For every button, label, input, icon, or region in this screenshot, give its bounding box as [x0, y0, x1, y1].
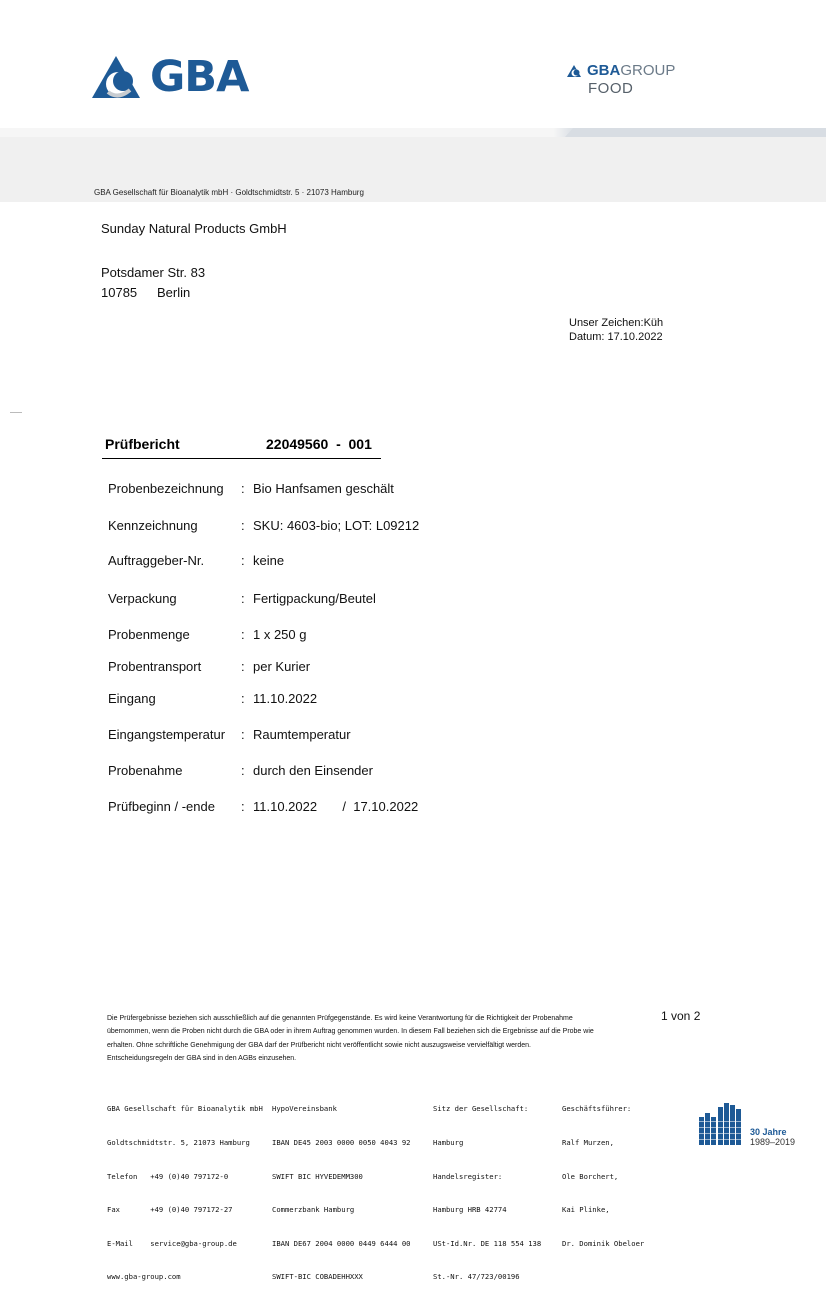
field-colon: :	[241, 591, 245, 606]
field-colon: :	[241, 659, 245, 674]
fold-mark	[10, 412, 22, 413]
field-colon: :	[241, 763, 245, 778]
footer-line: Geschäftsführer:	[562, 1104, 632, 1114]
field-value: Bio Hanfsamen geschält	[253, 481, 394, 496]
anniversary-30-icon	[698, 1103, 744, 1147]
field-value: 11.10.2022	[253, 691, 318, 706]
field-value: 1 x 250 g	[253, 627, 307, 642]
anniversary-text	[750, 1127, 795, 1147]
recipient-city: Berlin	[157, 285, 191, 300]
disclaimer	[107, 1012, 627, 1066]
recipient-company: Sunday Natural Products GmbH	[101, 221, 287, 236]
footer-line: St.-Nr. 47/723/00196	[433, 1272, 520, 1282]
field-label: Eingang	[108, 691, 156, 706]
field-value: SKU: 4603-bio; LOT: L09212	[253, 518, 420, 533]
field-colon: :	[241, 518, 245, 533]
anniversary-label: 30 Jahre	[750, 1127, 787, 1137]
header-band-accent	[565, 128, 826, 137]
footer-line: IBAN DE45 2003 0000 0050 4043 92	[272, 1138, 411, 1148]
field-colon: :	[241, 799, 245, 814]
report-number: 22049560 - 001	[266, 436, 372, 452]
field-value: keine	[253, 553, 285, 568]
footer-line: GBA Gesellschaft für Bioanalytik mbH	[107, 1104, 263, 1114]
footer-line: Sitz der Gesellschaft:	[433, 1104, 529, 1114]
page-number: 1 von 2	[661, 1009, 701, 1023]
gba-group-icon	[566, 64, 584, 78]
reference-sign: Unser Zeichen:Küh	[569, 317, 664, 329]
group-logo-part1: GBA	[587, 62, 621, 79]
field-label: Probenbezeichnung	[108, 481, 224, 496]
footer-line: Kai Plinke,	[562, 1205, 610, 1215]
footer-seat-column	[433, 1081, 541, 1294]
field-colon: :	[241, 627, 245, 642]
recipient-street: Potsdamer Str. 83	[101, 265, 206, 280]
footer-line: SWIFT-BIC COBADEHHXXX	[272, 1272, 363, 1282]
field-value: Fertigpackung/Beutel	[253, 591, 376, 606]
footer-line: USt-Id.Nr. DE 118 554 138	[433, 1238, 542, 1248]
field-label: Probenahme	[108, 763, 183, 778]
group-logo-food: FOOD	[588, 80, 634, 97]
reference-date: Datum: 17.10.2022	[569, 331, 663, 343]
footer-bank-column	[272, 1081, 410, 1294]
recipient-zip: 10785	[101, 285, 138, 300]
anniversary-years: 1989–2019	[750, 1137, 796, 1147]
field-value: durch den Einsender	[253, 763, 373, 778]
field-value: Raumtemperatur	[253, 727, 351, 742]
footer-management-column	[562, 1081, 644, 1260]
footer-line: Hamburg HRB 42774	[433, 1205, 507, 1215]
report-title: Prüfbericht	[105, 436, 180, 452]
disclaimer-line: Die Prüfergebnisse beziehen sich ausschließlich auf die genannten Prüfgegenstände. Es wird keine Verantwortung für die Richtigkeit der Probenahme	[107, 1015, 573, 1022]
field-label: Prüfbeginn / -ende	[108, 799, 215, 814]
footer-line: www.gba-group.com	[107, 1272, 181, 1282]
gba-group-food-logo	[566, 62, 675, 97]
gba-logo	[90, 52, 248, 102]
footer-line: Dr. Dominik Obeloer	[562, 1238, 645, 1248]
footer-line: Telefon +49 (0)40 797172-0	[107, 1171, 229, 1181]
gba-logo-text: GBA	[150, 52, 249, 102]
disclaimer-line: Entscheidungsregeln der GBA sind in den AGBs einzusehen.	[107, 1055, 297, 1063]
gba-logo-icon	[90, 54, 146, 100]
field-label: Auftraggeber-Nr.	[108, 553, 205, 568]
disclaimer-line: erhalten. Ohne schriftliche Genehmigung der GBA darf der Prüfbericht nicht veröffentlicht sowie nicht auszugsweise vervielfältigt werden.	[107, 1041, 531, 1049]
footer-line: Goldtschmidtstr. 5, 21073 Hamburg	[107, 1138, 250, 1148]
field-colon: :	[241, 727, 245, 742]
footer-line: Commerzbank Hamburg	[272, 1205, 355, 1215]
footer-line: HypoVereinsbank	[272, 1104, 337, 1114]
footer-line: SWIFT BIC HYVEDEMM300	[272, 1171, 363, 1181]
footer-company-column	[107, 1081, 263, 1294]
disclaimer-line: übernommen, wenn die Proben nicht durch die GBA oder in ihrem Auftrag genommen wurden. In diesem Fall beziehen sich die Ergebnisse auf die Probe wie	[107, 1028, 594, 1036]
sender-address-line: GBA Gesellschaft für Bioanalytik mbH · Goldtschmidtstr. 5 · 21073 Hamburg	[94, 188, 364, 197]
footer-line: Fax +49 (0)40 797172-27	[107, 1205, 233, 1215]
field-value: per Kurier	[253, 659, 311, 674]
group-logo-part2: GROUP	[620, 62, 676, 79]
footer-line: E-Mail service@gba-group.de	[107, 1238, 237, 1248]
footer-line: IBAN DE67 2004 0000 0449 6444 00	[272, 1238, 411, 1248]
field-label: Probenmenge	[108, 627, 190, 642]
footer-line: Ole Borchert,	[562, 1171, 619, 1181]
footer-line: Hamburg	[433, 1138, 464, 1148]
anniversary-badge	[698, 1103, 795, 1147]
field-colon: :	[241, 553, 245, 568]
field-label: Probentransport	[108, 659, 202, 674]
footer-line: Ralf Murzen,	[562, 1138, 614, 1148]
footer-line: Handelsregister:	[433, 1171, 503, 1181]
field-label: Verpackung	[108, 591, 177, 606]
field-label: Eingangstemperatur	[108, 727, 226, 742]
field-value: 11.10.2022 / 17.10.2022	[253, 799, 419, 814]
title-underline	[102, 458, 381, 459]
field-colon: :	[241, 691, 245, 706]
field-label: Kennzeichnung	[108, 518, 198, 533]
field-colon: :	[241, 481, 245, 496]
